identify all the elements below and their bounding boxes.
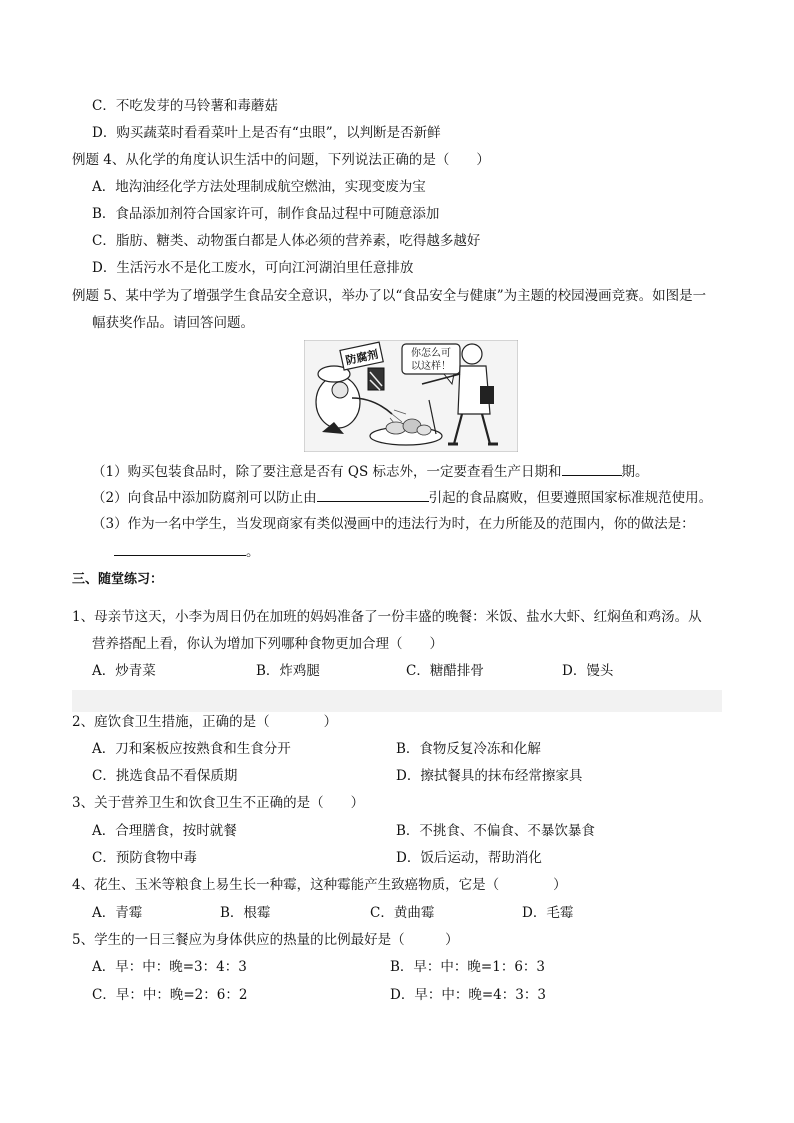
practice4-option-d: D．毛霉 [522,905,574,921]
practice3-option-d: D．饭后运动，帮助消化 [396,850,542,866]
practice2-option-a: A．刀和案板应按熟食和生食分开 [92,741,291,757]
example5-stem-line1: 例题 5、某中学为了增强学生食品安全意识，举办了以“食品安全与健康”为主题的校园漫画竞赛。如图是一 [72,288,707,304]
practice1-option-b: B．炸鸡腿 [256,663,320,679]
practice4-option-b: B．根霉 [220,905,271,921]
cartoon-speech-line2: 以这样！ [411,361,451,372]
practice4-option-c: C．黄曲霉 [370,905,435,921]
example5-sub1-text: （1）购买包装食品时，除了要注意是否有 QS 标志外，一定要查看生产日期和 [92,464,562,480]
example5-sub2 [92,487,712,508]
practice5-option-d: D．早：中：晚=4：3：3 [390,987,546,1003]
example5-sub2-text: （2）向食品中添加防腐剂可以防止由 [92,490,317,506]
practice3-option-a: A．合理膳食，按时就餐 [92,823,237,839]
practice2-option-c: C．挑选食品不看保质期 [92,768,238,784]
practice5-option-c: C．早：中：晚=2：6：2 [92,987,248,1003]
answer-blank-2[interactable] [317,487,429,502]
example5-sub1-end: 期。 [621,464,649,480]
example5-sub3-end: 。 [246,544,260,560]
cartoon-speech-line1: 你怎么可 [411,348,451,359]
section-title: 三、随堂练习： [72,572,164,587]
practice3-stem: 3、关于营养卫生和饮食卫生不正确的是（ ） [72,795,365,811]
answer-blank-3[interactable] [114,541,246,556]
example4-option-c: C．脂肪、糖类、动物蛋白都是人体必须的营养素，吃得越多越好 [92,233,481,249]
cartoon-label-preservative: 防腐剂 [344,347,380,368]
practice2-stem: 2、庭饮食卫生措施，正确的是（ ） [72,714,338,730]
practice3-option-c: C．预防食物中毒 [92,850,197,866]
example4-option-a: A．地沟油经化学方法处理制成航空燃油，实现变废为宝 [92,179,426,195]
q3-option-d: D．购买蔬菜时看看菜叶上是否有“虫眼”，以判断是否新鲜 [92,125,441,141]
practice3-option-b: B．不挑食、不偏食、不暴饮暴食 [396,823,595,839]
example5-stem-line2: 幅获奖作品。请回答问题。 [92,315,254,331]
answer-blank-1[interactable] [562,461,622,476]
practice1-option-d: D．馒头 [562,663,614,679]
example5-sub2-end: 引起的食品腐败，但要遵照国家标准规范使用。 [428,490,713,506]
practice5-option-b: B．早：中：晚=1：6：3 [390,959,545,975]
practice2-option-d: D．擦拭餐具的抹布经常擦家具 [396,768,583,784]
practice1-option-a: A．炒青菜 [92,663,156,679]
q3-option-c: C．不吃发芽的马铃薯和毒蘑菇 [92,98,278,114]
example4-option-d: D．生活污水不是化工废水，可向江河湖泊里任意排放 [92,260,414,276]
practice1-option-c: C．糖醋排骨 [406,663,484,679]
practice1-stem-line1: 1、母亲节这天，小李为周日仍在加班的妈妈准备了一份丰盛的晚餐：米饭、盐水大虾、红焖鱼和鸡汤。从 [72,609,702,625]
practice2-option-b: B．食物反复冷冻和化解 [396,741,541,757]
shaded-divider [72,690,722,712]
practice4-stem: 4、花生、玉米等粮食上易生长一种霉，这种霉能产生致癌物质，它是（ ） [72,877,567,893]
practice1-stem-line2: 营养搭配上看，你认为增加下列哪种食物更加合理（ ） [92,636,443,652]
food-safety-cartoon [304,340,518,452]
example4-option-b: B．食品添加剂符合国家许可，制作食品过程中可随意添加 [92,206,440,222]
example4-stem: 例题 4、从化学的角度认识生活中的问题，下列说法正确的是（ ） [72,152,490,168]
example5-sub1 [92,461,649,482]
example5-sub3-answer-line [114,541,260,562]
practice5-stem: 5、学生的一日三餐应为身体供应的热量的比例最好是（ ） [72,932,459,948]
practice4-option-a: A．青霉 [92,905,143,921]
practice5-option-a: A．早：中：晚=3：4：3 [92,959,247,975]
example5-sub3: （3）作为一名中学生，当发现商家有类似漫画中的违法行为时，在力所能及的范围内，你的做法是： [92,516,695,532]
